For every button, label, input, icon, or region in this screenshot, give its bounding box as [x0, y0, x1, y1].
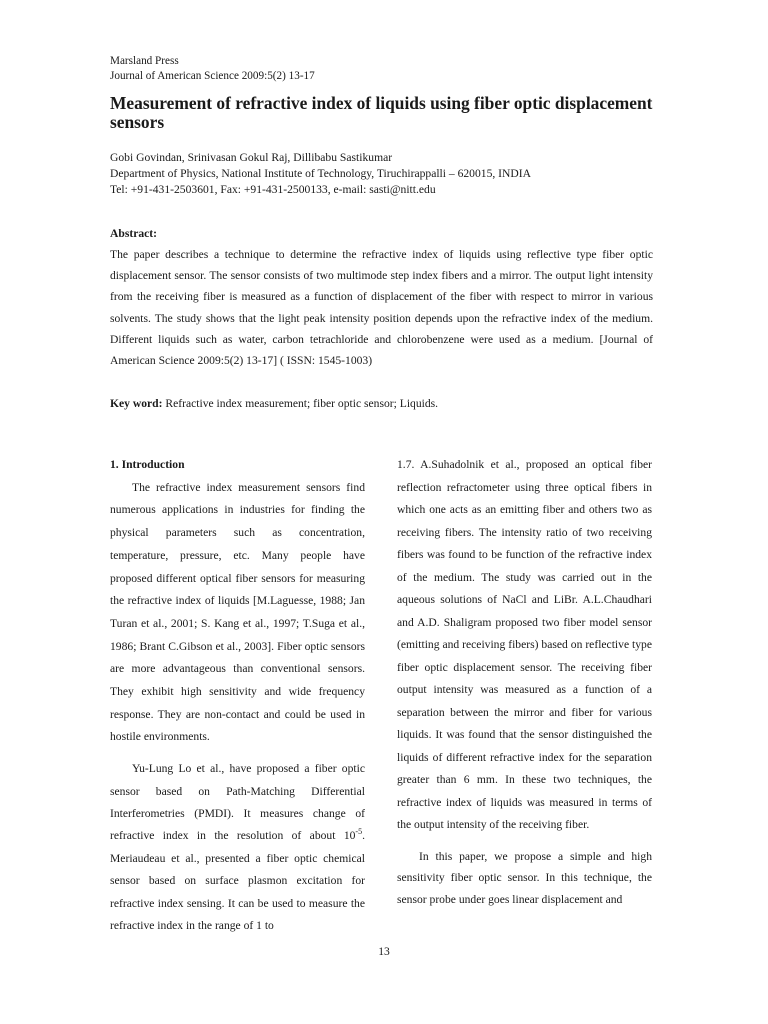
intro-paragraph-2-text-b: . Meriaudeau et al., presented a fiber optic chemical sensor based on surface plasmon excitation for refractive index sensing. It can be used to measure the refractive index in the range of 1 to: [110, 829, 365, 932]
exponent-superscript: -5: [355, 827, 363, 837]
section-heading-introduction: 1. Introduction: [110, 458, 185, 471]
intro-paragraph-3: 1.7. A.Suhadolnik et al., proposed an optical fiber reflection refractometer using three optical fibers in which one acts as an emitting fiber and others two as receiving fibers. The intensity ratio of two receiving fibers was found to be function of the refractive index of the medium. The study was carried out in the aqueous solutions of NaCl and LiBr. A.L.Chaudhari and A.D. Shaligram proposed two fiber model sensor (emitting and receiving fibers) based on reflective type fiber optic displacement sensor. The receiving fiber output intensity was measured as a function of a separation between the mirror and fiber for various liquids. It was found that the sensor distinguished the liquids of different refractive index for the separation greater than 6 mm. In these two techniques, the refractive index of liquids was measured in terms of the output intensity of the receiving fiber.: [397, 458, 652, 831]
intro-paragraph-1: The refractive index measurement sensors find numerous applications in industries for finding the physical parameters such as concentration, temperature, pressure, etc. Many people have proposed different optical fiber sensors for measuring the refractive index of liquids [M.Laguesse, 1988; Jan Turan et al., 2001; S. Kang et al., 1997; T.Suga et al., 1986; Brant C.Gibson et al., 2003]. Fiber optic sensors are more advantageous than conventional sensors. They exhibit high sensitivity and wide frequency response. They are non-contact and could be used in hostile environments.: [110, 480, 365, 744]
abstract-heading: Abstract:: [110, 227, 158, 240]
author-names: Gobi Govindan, Srinivasan Gokul Raj, Dillibabu Sastikumar: [110, 151, 393, 164]
author-block: [110, 150, 531, 198]
paper-title: Measurement of refractive index of liquids using fiber optic displacement sensors: [110, 93, 653, 132]
keywords-line: [110, 397, 438, 410]
page-number: 13: [378, 945, 390, 958]
keywords-label: Key word:: [110, 397, 163, 410]
right-column: [397, 454, 652, 910]
abstract-text: The paper describes a technique to determine the refractive index of liquids using reflective type fiber optic displacement sensor. The sensor consists of two multimode step index fibers and a mirror. The output light intensity from the receiving fiber is measured as a function of displacement of the fiber with respect to mirror in various solvents. The study shows that the light peak intensity position depends upon the refractive index of the medium. Different liquids such as water, carbon tetrachloride and chlorobenzene were used as a medium. [Journal of American Science 2009:5(2) 13-17] ( ISSN: 1545-1003): [110, 248, 653, 368]
intro-paragraph-2-text-a: Yu-Lung Lo et al., have proposed a fiber optic sensor based on Path-Matching Differential Interferometries (PMDI). It measures change of refractive index in the resolution of about 10: [110, 762, 365, 843]
publisher-name: Marsland Press: [110, 55, 179, 67]
intro-paragraph-4: In this paper, we propose a simple and high sensitivity fiber optic sensor. In this technique, the sensor probe under goes linear displacement and: [397, 849, 652, 906]
left-column: [110, 454, 365, 937]
journal-header: [110, 54, 315, 84]
intro-paragraph-2: [110, 758, 365, 937]
author-affiliation: Department of Physics, National Institute of Technology, Tiruchirappalli – 620015, INDIA: [110, 167, 532, 180]
author-contact: Tel: +91-431-2503601, Fax: +91-431-2500133, e-mail: sasti@nitt.edu: [110, 183, 436, 196]
keywords-text: Refractive index measurement; fiber optic sensor; Liquids.: [162, 397, 439, 410]
journal-citation: Journal of American Science 2009:5(2) 13-17: [110, 70, 315, 82]
